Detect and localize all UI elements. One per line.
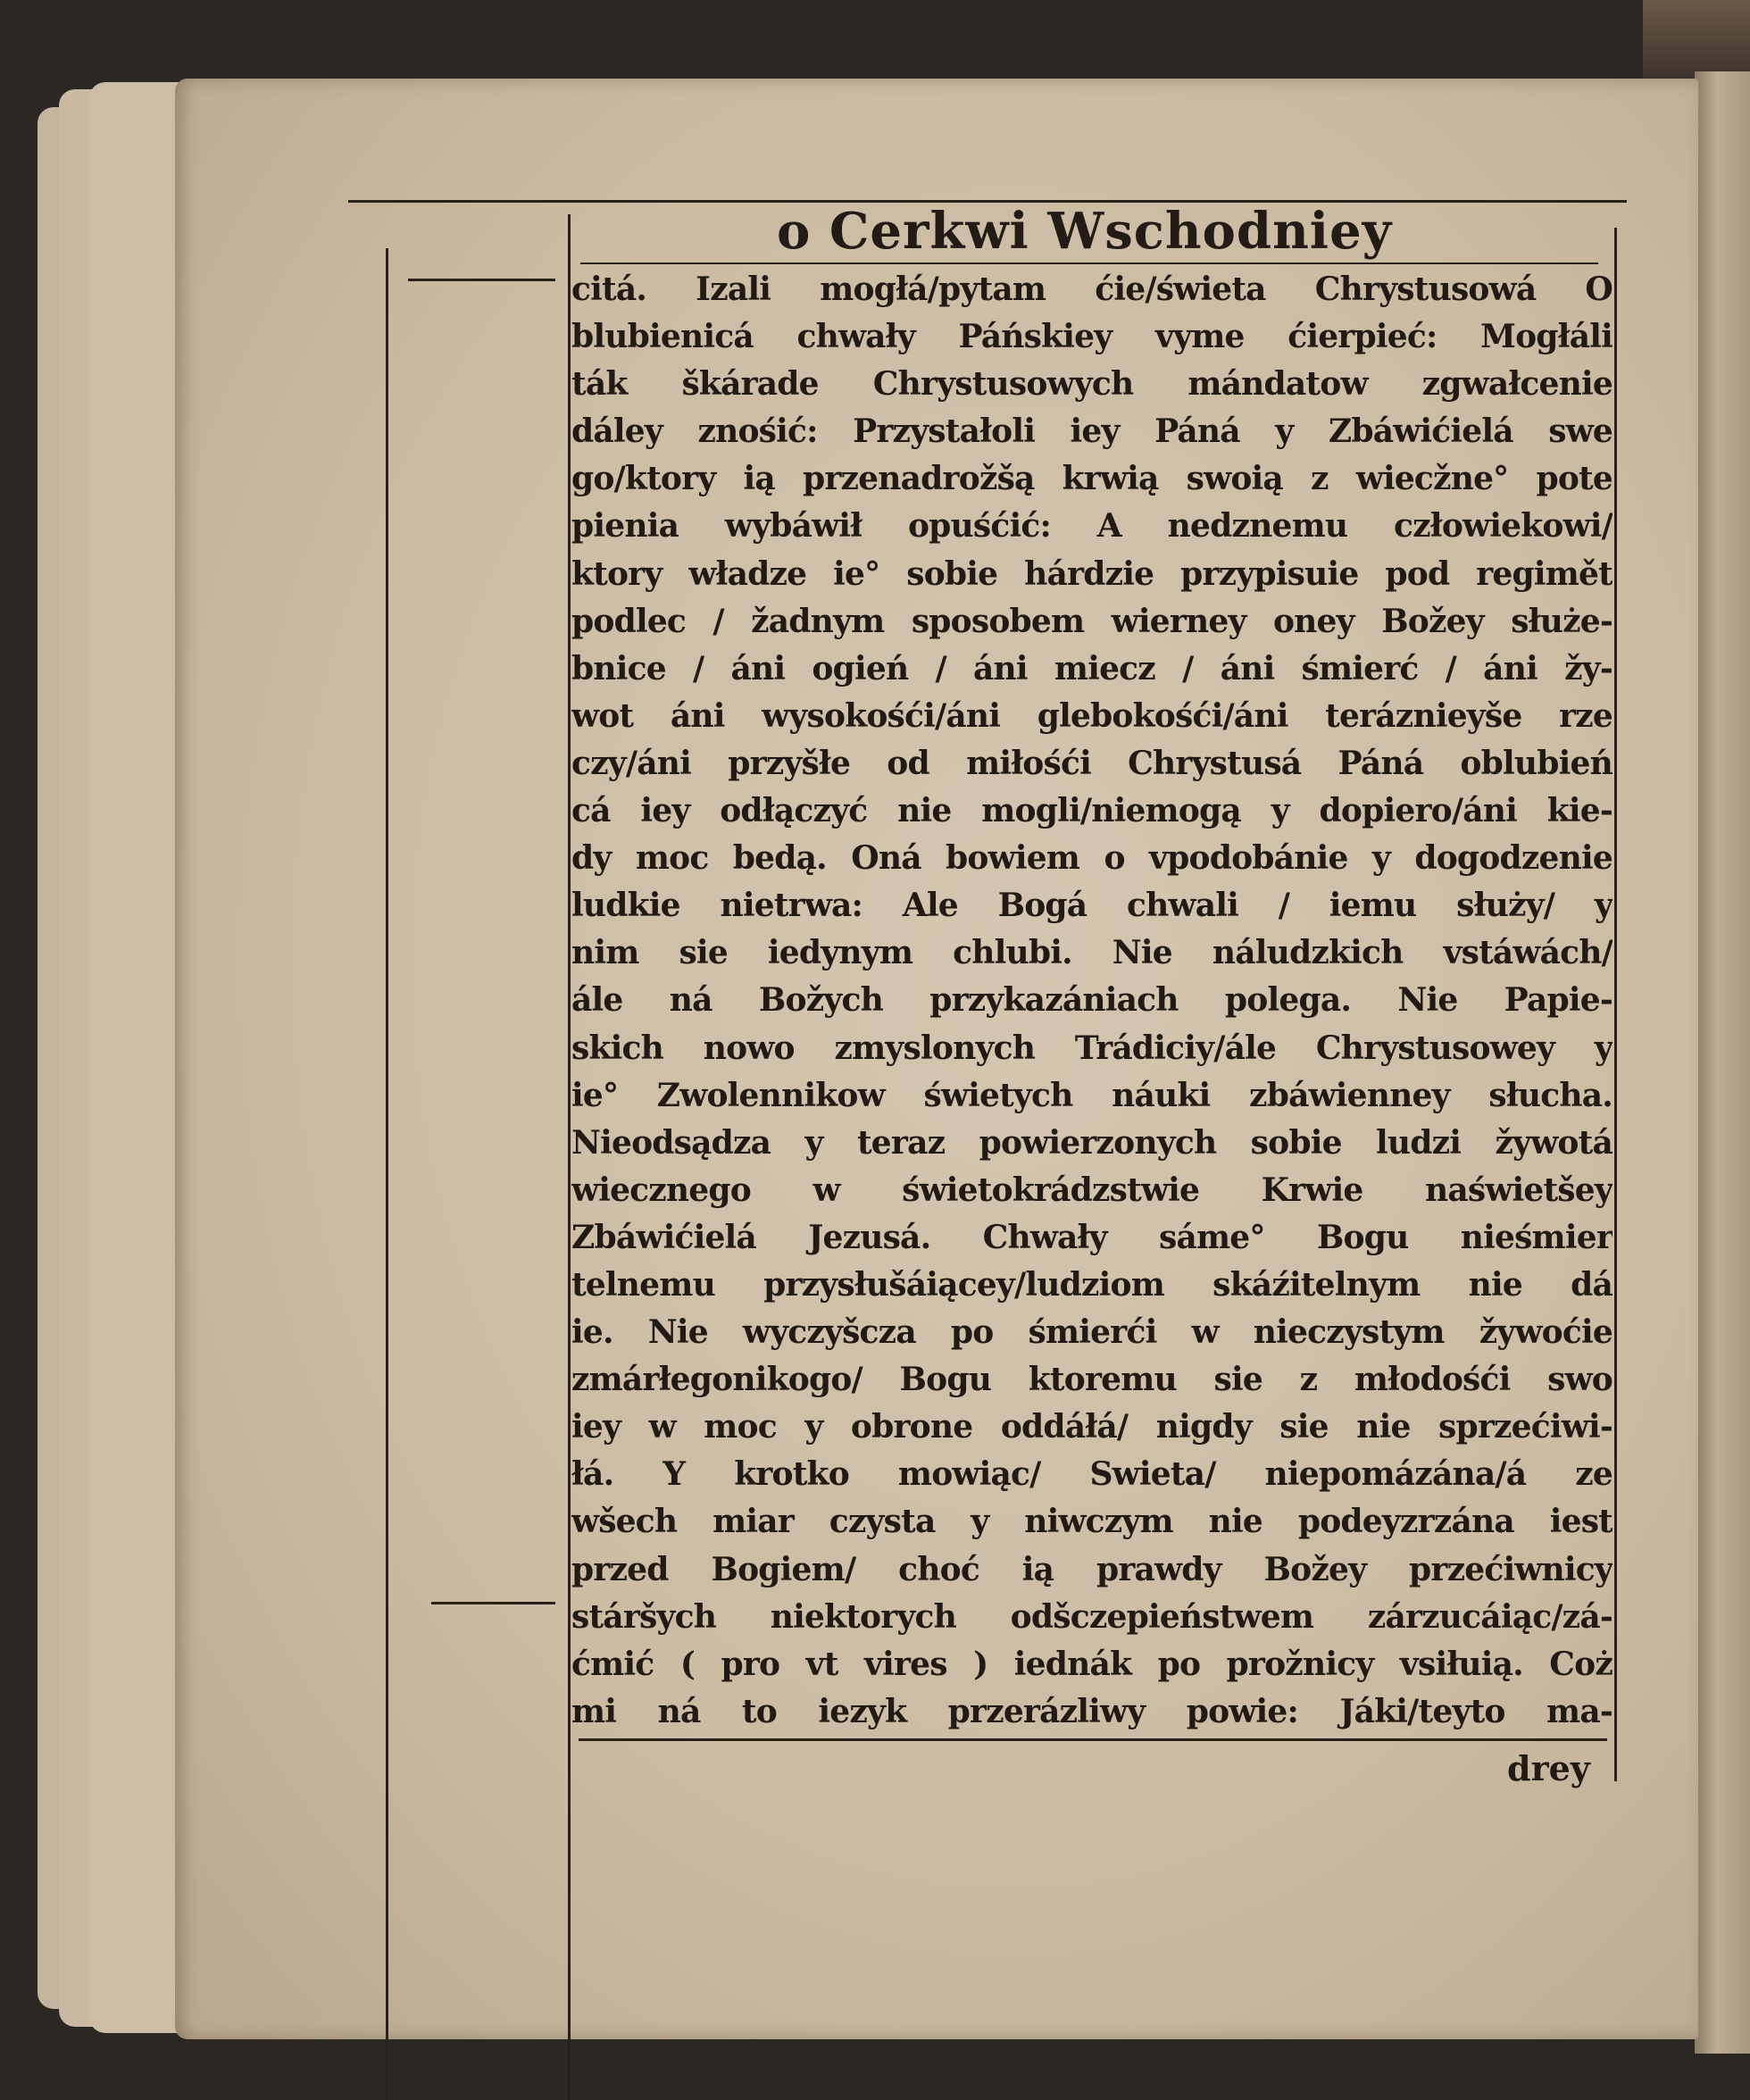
text-line: ie. Nie wyczyšcza po śmierći w nieczystym žywoćie	[571, 1313, 1612, 1352]
text-line: wšech miar czysta y niwczym nie podeyzrzána iest	[571, 1503, 1612, 1541]
inner-left-frame-line	[568, 214, 571, 2100]
margin-mark-top	[408, 279, 555, 281]
margin-mark-bottom	[431, 1602, 555, 1604]
catchword: drey	[1507, 1748, 1590, 1788]
text-line: citá. Izali mogłá/pytam ćie/świeta Chrystusowá O	[571, 271, 1612, 308]
text-line: Zbáwićielá Jezusá. Chwały sáme° Bogu nieśmier	[571, 1218, 1612, 1256]
text-line: przed Bogiem/ choć ią prawdy Božey przećiwnicy	[571, 1550, 1612, 1588]
text-line: wiecznego w świetokrádzstwie Krwie naświetšey	[571, 1171, 1612, 1209]
text-line: blubienicá chwały Páńskiey vyme ćierpieć: Mogłáli	[571, 318, 1612, 356]
text-line: ludkie nietrwa: Ale Bogá chwali / iemu służy/ y	[571, 887, 1612, 925]
text-line: zmárłegonikogo/ Bogu ktoremu sie z młodośći swo	[571, 1361, 1612, 1399]
text-line: wot áni wysokośći/áni glebokośći/áni teráznieyše rze	[571, 696, 1612, 735]
text-line: skich nowo zmyslonych Trádiciy/ále Chrystusowey y	[571, 1029, 1612, 1067]
text-line: pienia wybáwił opuśćić: A nedznemu człowiekowi/	[571, 507, 1612, 546]
text-line: nim sie iedynym chlubi. Nie náludzkich vstáwách/	[571, 934, 1612, 972]
text-line: cá iey odłączyć nie mogli/niemogą y dopiero/áni kie-	[571, 792, 1612, 830]
right-frame-line	[1614, 228, 1617, 1781]
text-line: Nieodsądza y teraz powierzonych sobie ludzi žywotá	[571, 1123, 1612, 1162]
text-line: dy moc bedą. Oná bowiem o vpodobánie y dogodzenie	[571, 839, 1612, 878]
footer-rule	[579, 1738, 1607, 1741]
text-line: telnemu przysłušáiącey/ludziom skáźitelnym nie dá	[571, 1265, 1612, 1304]
page-gutter	[1695, 71, 1750, 2054]
text-line: mi ná to iezyk przerázliwy powie: Jáki/teyto ma-	[571, 1692, 1612, 1730]
text-line: ták škárade Chrystusowych mándatow zgwałcenie	[571, 365, 1612, 404]
text-line: iey w moc y obrone oddáłá/ nigdy sie nie sprzećiwi-	[571, 1408, 1612, 1446]
text-line: go/ktory ią przenadrožšą krwią swoią z wiecžne° pote	[571, 460, 1612, 498]
text-line: łá. Y krotko mowiąc/ Swieta/ niepomázána/á ze	[571, 1455, 1612, 1494]
text-line: ćmić ( pro vt vires ) iednák po prožnicy vsiłuią. Coż	[571, 1645, 1612, 1683]
text-line: ále ná Božych przykazániach polega. Nie Papie-	[571, 981, 1612, 1020]
text-line: ktory władze ie° sobie hárdzie przypisuie pod regimět	[571, 554, 1612, 593]
outer-left-frame-line	[386, 248, 388, 2100]
text-line: czy/áni przyšłe od miłośći Chrystusá Páná oblubień	[571, 744, 1612, 782]
text-line: podlec / žadnym sposobem wierney oney Božey służe-	[571, 602, 1612, 640]
text-block	[571, 266, 1612, 1736]
text-line: stáršych niektorych odšczepieństwem zárzucáiąc/zá-	[571, 1597, 1612, 1636]
running-heading: o Cerkwi Wschodniey	[777, 202, 1393, 261]
text-line: dáley znośić: Przystałoli iey Páná y Zbáwićielá swe	[571, 412, 1612, 451]
text-line: bnice / áni ogień / áni miecz / áni śmierć / áni žy-	[571, 649, 1612, 688]
heading-underline	[580, 262, 1598, 264]
text-line: ie° Zwolennikow świetych náuki zbáwienney słucha.	[571, 1076, 1612, 1114]
